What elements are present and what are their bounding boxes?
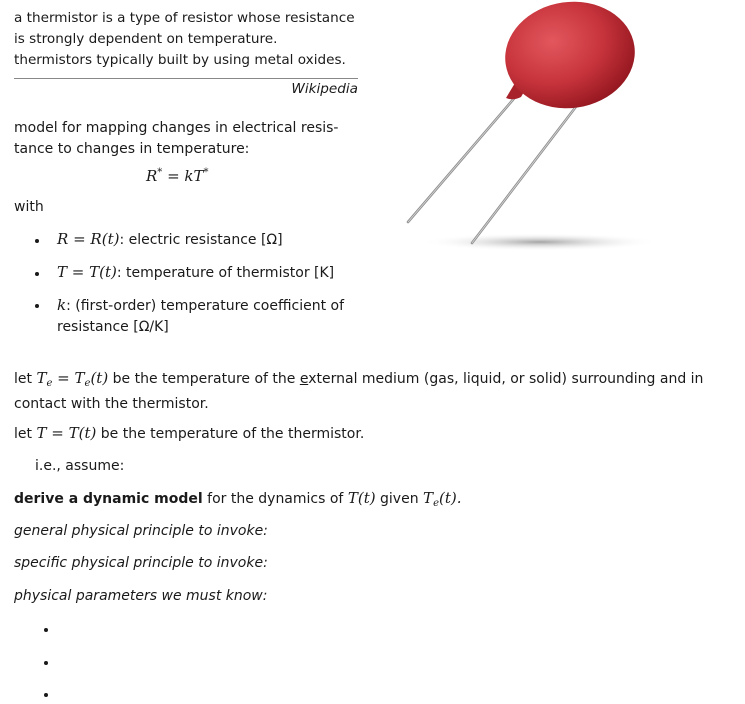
bullet-dot — [35, 272, 39, 276]
empty-bullet — [44, 693, 48, 697]
bullet-temperature: T = T(t): temperature of thermistor [K] — [57, 263, 335, 281]
model-intro-line1: model for mapping changes in electrical resis- — [14, 120, 339, 136]
quote-divider — [14, 78, 358, 79]
resistance-equation: R* = kT* — [146, 167, 209, 185]
task-statement: derive a dynamic model for the dynamics of T(t) given $T_e(t)$. — [14, 489, 462, 509]
definition-quote: a thermistor is a type of resistor whose resistance is strongly dependent on temperature. thermistors typically built by using metal oxides. — [14, 10, 355, 68]
equation-rhs: kT — [184, 167, 204, 185]
bullet-dot — [35, 239, 39, 243]
with-label: with — [14, 199, 44, 215]
general-principle-prompt: general physical principle to invoke: — [14, 523, 268, 539]
bullet-resistance: R = R(t): electric resistance [Ω] — [57, 230, 283, 248]
empty-bullet — [44, 661, 48, 665]
specific-principle-prompt: specific physical principle to invoke: — [14, 555, 268, 571]
thermistor-temperature-definition: let T = T(t) be the temperature of the thermistor. — [14, 424, 365, 442]
equation-lhs: R — [146, 167, 158, 185]
empty-bullet — [44, 628, 48, 632]
model-intro-line2: tance to changes in temperature: — [14, 141, 250, 157]
bullet-dot — [35, 304, 39, 308]
parameters-prompt: physical parameters we must know: — [14, 588, 268, 604]
thermistor-disc — [498, 0, 641, 117]
illustration-shadow — [420, 233, 660, 251]
quote-source: Wikipedia — [291, 81, 358, 97]
thermistor-illustration — [400, 0, 670, 270]
external-temperature-definition: let $T_e = T_e(t)$ be the temperature of the external medium (gas, liquid, or solid) surrounding and in contact with the thermistor. — [14, 369, 704, 412]
bullet-coefficient: k: (first-order) temperature coefficient of resistance [Ω/K] — [57, 296, 345, 335]
assume-label: i.e., assume: — [35, 458, 125, 474]
model-intro — [14, 118, 364, 160]
